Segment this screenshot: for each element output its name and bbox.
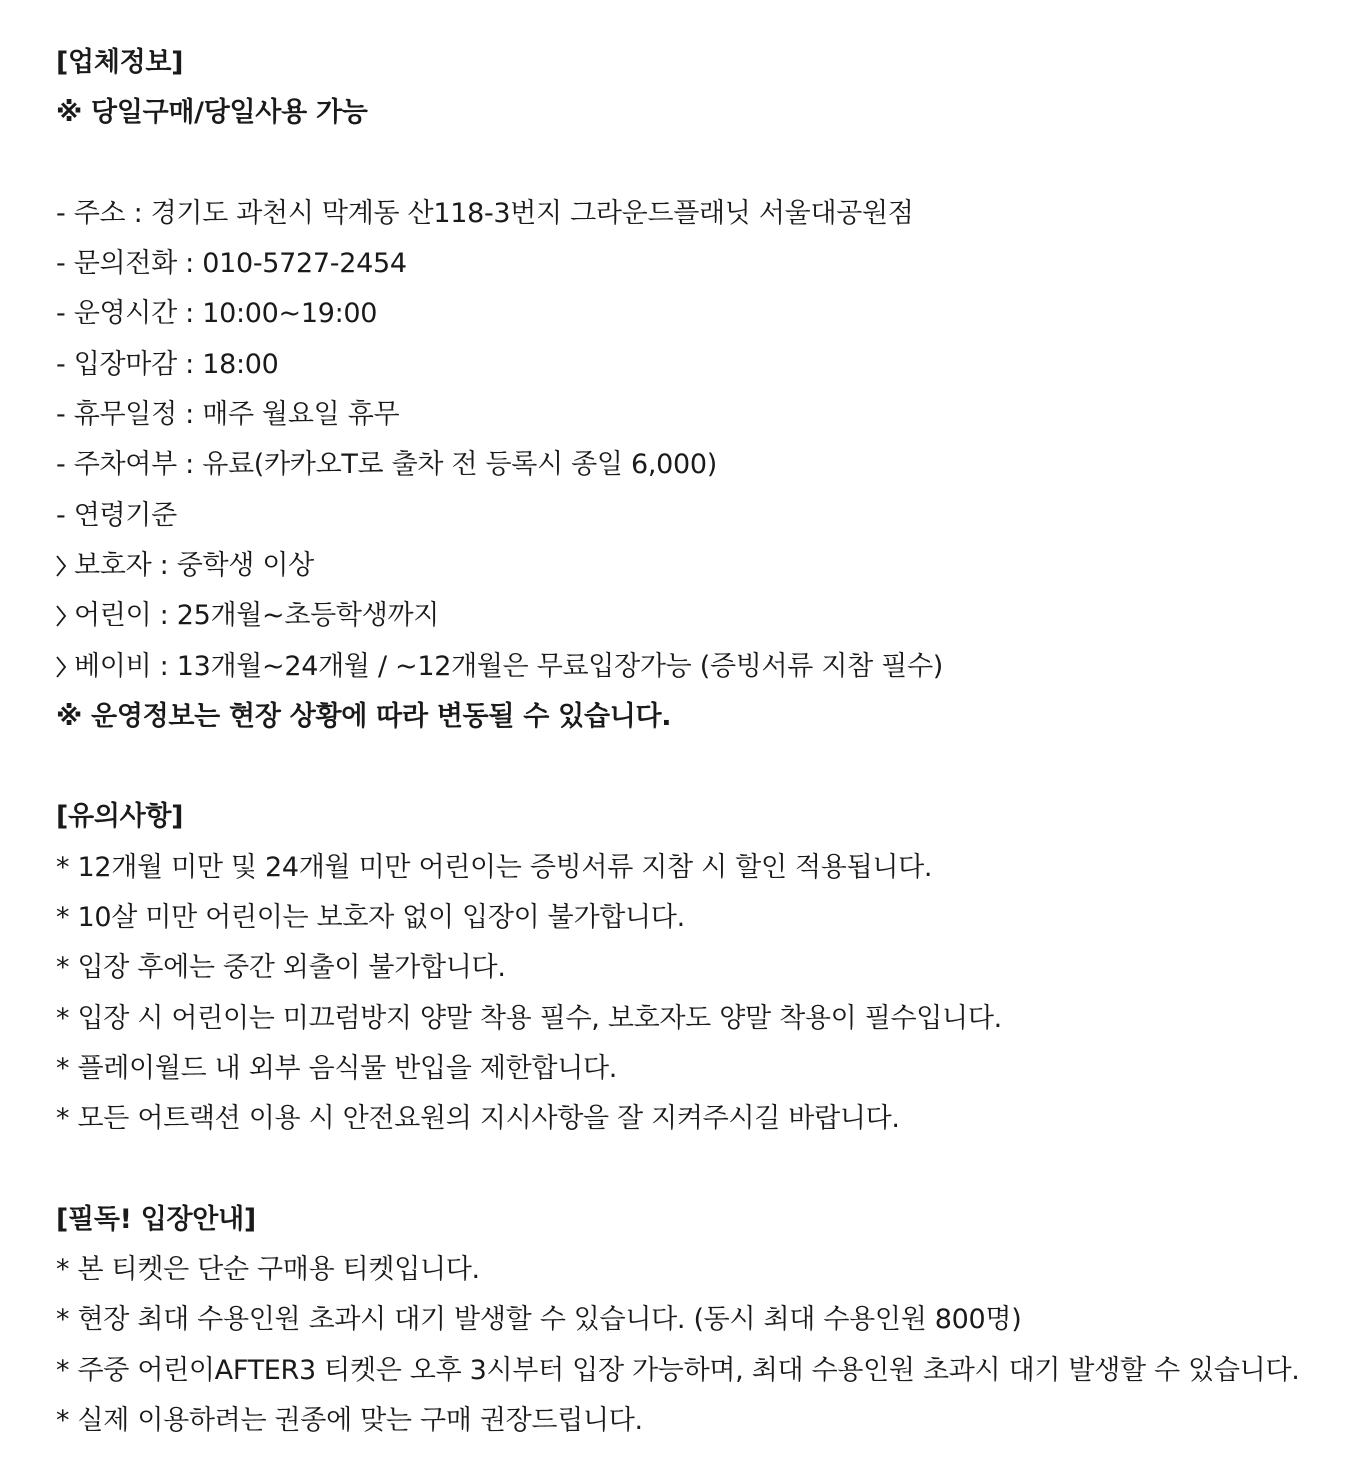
hours-line: - 운영시간 : 10:00~19:00: [56, 298, 378, 330]
same-day-note: ※ 당일구매/당일사용 가능: [56, 97, 368, 129]
last-entry-line: - 입장마감 : 18:00: [56, 348, 279, 380]
parking-line: - 주차여부 : 유료(카카오T로 출차 전 등록시 종일 6,000): [56, 449, 718, 481]
chevron-right-icon: [56, 656, 66, 678]
caution-item: * 입장 시 어린이는 미끄럼방지 양말 착용 필수, 보호자도 양말 착용이 필수입니다.: [56, 1002, 1002, 1034]
phone-line: - 문의전화 : 010-5727-2454: [56, 248, 407, 280]
age-item-label: 보호자 : 중학생 이상: [74, 549, 314, 581]
spacer: [56, 1145, 1351, 1195]
caution-item: * 12개월 미만 및 24개월 미만 어린이는 증빙서류 지참 시 할인 적용됩니다.: [56, 851, 933, 883]
caution-item: * 10살 미만 어린이는 보호자 없이 입장이 불가합니다.: [56, 902, 685, 934]
cautions-heading: [유의사항]: [56, 801, 184, 833]
entry-guide-heading: [필독! 입장안내]: [56, 1203, 256, 1235]
company-info-heading: [업체정보]: [56, 47, 184, 78]
entry-guide-item: * 주중 어린이AFTER3 티켓은 오후 3시부터 입장 가능하며, 최대 수용인원 초과시 대기 발생할 수 있습니다.: [56, 1354, 1300, 1386]
age-item-label: 베이비 : 13개월~24개월 / ~12개월은 무료입장가능 (증빙서류 지참 필수): [74, 650, 944, 682]
caution-item: * 플레이월드 내 외부 음식물 반입을 제한합니다.: [56, 1052, 618, 1084]
age-item-label: 어린이 : 25개월~초등학생까지: [74, 600, 440, 632]
entry-guide-item: * 현장 최대 수용인원 초과시 대기 발생할 수 있습니다. (동시 최대 수용인원 800명): [56, 1304, 1022, 1336]
closed-days-line: - 휴무일정 : 매주 월요일 휴무: [56, 399, 400, 431]
entry-guide-item: * 실제 이용하려는 권종에 맞는 구매 권장드립니다.: [56, 1405, 643, 1437]
chevron-right-icon: [56, 555, 66, 577]
age-item-baby: [56, 642, 1351, 692]
change-note: ※ 운영정보는 현장 상황에 따라 변동될 수 있습니다.: [56, 700, 672, 732]
caution-item: * 모든 어트랙션 이용 시 안전요원의 지시사항을 잘 지켜주시길 바랍니다.: [56, 1103, 900, 1135]
age-item-child: [56, 591, 1351, 641]
age-item-guardian: [56, 541, 1351, 591]
address-line: - 주소 : 경기도 과천시 막계동 산118-3번지 그라운드플래닛 서울대공원점: [56, 197, 914, 229]
spacer: [56, 742, 1351, 792]
entry-guide-item: * 본 티켓은 단순 구매용 티켓입니다.: [56, 1254, 480, 1286]
spacer: [56, 139, 1351, 189]
chevron-right-icon: [56, 605, 66, 627]
age-heading-line: - 연령기준: [56, 499, 177, 531]
caution-item: * 입장 후에는 중간 외출이 불가합니다.: [56, 952, 506, 984]
